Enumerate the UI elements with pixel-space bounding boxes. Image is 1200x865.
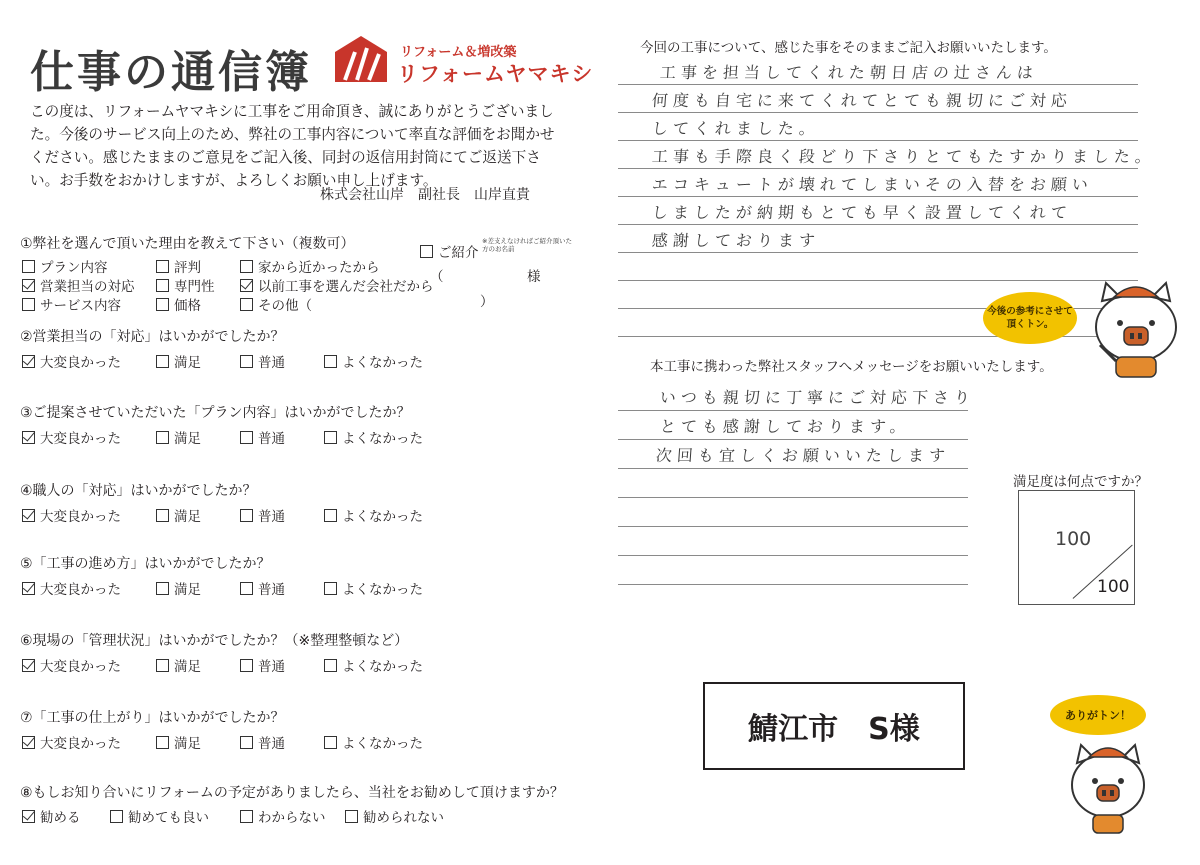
checkbox[interactable]	[324, 736, 337, 749]
reason-option[interactable]	[22, 275, 135, 295]
recommend-option[interactable]	[240, 806, 326, 826]
referral-paren-open: （	[430, 269, 444, 285]
option-label: よくなかった	[342, 659, 423, 675]
question-8: ⑧もしお知り合いにリフォームの予定がありましたら、当社をお勧めして頂けますか？	[20, 785, 564, 801]
option-label: 普通	[258, 582, 285, 598]
option-label: よくなかった	[342, 582, 423, 598]
checkbox[interactable]	[156, 260, 169, 273]
checkbox[interactable]	[324, 355, 337, 368]
checkbox[interactable]	[240, 431, 253, 444]
rating-option[interactable]	[156, 505, 201, 525]
referral-honorific: 様	[527, 269, 541, 285]
checkbox-checked[interactable]	[22, 431, 35, 444]
handwritten-message-line: とても感謝しております。	[659, 417, 912, 436]
checkbox[interactable]	[156, 298, 169, 311]
option-label: 満足	[174, 431, 201, 447]
pig-mascot-thanks-icon	[1063, 735, 1153, 835]
reason-option[interactable]	[156, 275, 215, 295]
reason-option[interactable]	[156, 256, 201, 276]
checkbox[interactable]	[22, 298, 35, 311]
option-label: 大変良かった	[40, 736, 121, 752]
checkbox-checked[interactable]	[22, 279, 35, 292]
rating-option[interactable]	[240, 505, 285, 525]
checkbox[interactable]	[156, 659, 169, 672]
option-label: 営業担当の対応	[40, 279, 135, 295]
mascot-speech-bubble-top: 今後の参考にさせて頂くトン。	[983, 292, 1077, 344]
checkbox[interactable]	[110, 810, 123, 823]
rating-option[interactable]	[22, 578, 121, 598]
ruled-line	[618, 584, 968, 585]
rating-option[interactable]	[22, 427, 121, 447]
rating-option[interactable]	[22, 505, 121, 525]
rating-option[interactable]	[240, 655, 285, 675]
checkbox-checked[interactable]	[240, 279, 253, 292]
ruled-line	[618, 140, 1138, 141]
option-label: 満足	[174, 355, 201, 371]
rating-option[interactable]	[22, 732, 121, 752]
handwritten-message-line: いつも親切に丁寧にご対応下さり	[659, 388, 976, 407]
rating-option[interactable]	[240, 578, 285, 598]
checkbox-checked[interactable]	[22, 810, 35, 823]
checkbox[interactable]	[240, 509, 253, 522]
reason-option[interactable]	[156, 294, 201, 314]
handwritten-comment-line: 工事を担当してくれた朝日店の辻さんは	[659, 63, 1039, 82]
rating-option[interactable]	[324, 505, 423, 525]
handwritten-comment-line: 感謝しております	[651, 231, 821, 250]
page-title: 仕事の通信簿	[30, 47, 312, 98]
ruled-line	[618, 555, 968, 556]
handwritten-comment-line: 工事も手際良く段どり下さりとてもたすかりました。	[651, 147, 1157, 166]
checkbox[interactable]	[240, 355, 253, 368]
option-label: 満足	[174, 509, 201, 525]
satisfaction-score: 100	[1055, 528, 1092, 550]
recommend-option[interactable]	[345, 806, 444, 826]
referral-label: ご紹介	[438, 245, 479, 261]
checkbox-checked[interactable]	[22, 582, 35, 595]
staff-message-heading: 本工事に携わった弊社スタッフへメッセージをお願いいたします。	[650, 359, 1053, 375]
rating-option[interactable]	[156, 732, 201, 752]
option-label: 勧める	[40, 810, 81, 826]
checkbox[interactable]	[324, 431, 337, 444]
option-label: 大変良かった	[40, 582, 121, 598]
option-label: 家から近かったから	[258, 260, 380, 276]
pig-mascot-icon	[1080, 275, 1192, 380]
referral-option[interactable]	[420, 241, 479, 261]
rating-question: ⑤「工事の進め方」はいかがでしたか？	[20, 556, 271, 572]
ruled-line	[618, 84, 1138, 85]
option-label: 満足	[174, 582, 201, 598]
ruled-line	[618, 168, 1138, 169]
logo-subtitle: リフォーム＆増改築	[400, 45, 517, 60]
option-label: 普通	[258, 659, 285, 675]
option-label: プラン内容	[40, 260, 108, 276]
rating-question: ④職人の「対応」はいかがでしたか？	[20, 483, 257, 499]
ruled-line	[618, 196, 1138, 197]
rating-option[interactable]	[240, 427, 285, 447]
reason-option[interactable]	[240, 275, 434, 295]
option-label: 普通	[258, 736, 285, 752]
checkbox[interactable]	[156, 355, 169, 368]
handwritten-comment-line: 何度も自宅に来てくれてとても親切にご対応	[651, 91, 1073, 110]
option-label: 大変良かった	[40, 509, 121, 525]
option-label: 勧められない	[363, 810, 444, 826]
option-label: 大変良かった	[40, 659, 121, 675]
option-label: よくなかった	[342, 736, 423, 752]
checkbox-checked[interactable]	[22, 736, 35, 749]
reason-option[interactable]	[22, 256, 108, 276]
rating-option[interactable]	[240, 351, 285, 371]
checkbox[interactable]	[324, 509, 337, 522]
rating-option[interactable]	[324, 732, 423, 752]
mascot-speech-bubble-bottom: ありがトン！	[1050, 695, 1146, 735]
satisfaction-label: 満足度は何点ですか？	[1013, 474, 1148, 490]
satisfaction-max: 100	[1097, 577, 1130, 597]
rating-option[interactable]	[324, 351, 423, 371]
recommend-option[interactable]	[110, 806, 209, 826]
option-label: 普通	[258, 355, 285, 371]
referral-note: ※差支えなければご紹介頂いた方のお名前	[482, 237, 572, 253]
checkbox[interactable]	[240, 659, 253, 672]
checkbox[interactable]	[156, 279, 169, 292]
option-label: 以前工事を選んだ会社だから	[258, 279, 434, 295]
ruled-line	[618, 112, 1138, 113]
option-label: 普通	[258, 431, 285, 447]
checkbox[interactable]	[420, 245, 433, 258]
option-label: 普通	[258, 509, 285, 525]
rating-option[interactable]	[324, 427, 423, 447]
ruled-line	[618, 224, 1138, 225]
checkbox-checked[interactable]	[22, 659, 35, 672]
rating-option[interactable]	[22, 655, 121, 675]
option-label: よくなかった	[342, 509, 423, 525]
rating-option[interactable]	[22, 351, 121, 371]
ruled-line	[618, 468, 968, 469]
handwritten-message-line: 次回も宜しくお願いいたします	[655, 446, 951, 465]
question-1: ①弊社を選んで頂いた理由を教えて下さい（複数可）	[20, 236, 355, 252]
handwritten-comment-line: しましたが納期もとても早く設置してくれて	[651, 203, 1073, 222]
ruled-line	[618, 497, 968, 498]
rating-question: ⑥現場の「管理状況」はいかがでしたか？（※整理整頓など）	[20, 633, 409, 649]
checkbox[interactable]	[156, 582, 169, 595]
ruled-line	[618, 410, 968, 411]
checkbox[interactable]	[345, 810, 358, 823]
option-label: 勧めても良い	[128, 810, 209, 826]
option-label: 価格	[174, 298, 201, 314]
ruled-line	[618, 280, 1138, 281]
rating-option[interactable]	[156, 655, 201, 675]
option-label: 満足	[174, 659, 201, 675]
ruled-line	[618, 526, 968, 527]
checkbox[interactable]	[324, 659, 337, 672]
handwritten-comment-line: エコキュートが壊れてしまいその入替をお願い	[651, 175, 1094, 194]
rating-question: ②営業担当の「対応」はいかがでしたか？	[20, 329, 285, 345]
option-label: その他（	[258, 298, 312, 314]
other-paren-close: ）	[480, 294, 494, 310]
option-label: 専門性	[174, 279, 215, 295]
checkbox[interactable]	[22, 260, 35, 273]
checkbox[interactable]	[240, 260, 253, 273]
rating-option[interactable]	[324, 655, 423, 675]
checkbox[interactable]	[324, 582, 337, 595]
recommend-option[interactable]	[22, 806, 81, 826]
checkbox[interactable]	[156, 431, 169, 444]
ruled-line	[618, 252, 1138, 253]
option-label: 評判	[174, 260, 201, 276]
rating-option[interactable]	[156, 351, 201, 371]
checkbox[interactable]	[156, 736, 169, 749]
intro-text: この度は、リフォームヤマキシに工事をご用命頂き、誠にありがとうございました。今後のサービス向上のため、弊社の工事内容について率直な評価をお聞かせください。感じたままのご意見をご記入後、同封の返信用封筒にてご返送下さい。お手数をおかけしますが、よろしくお願い申し上げます。	[30, 103, 555, 189]
rating-question: ③ご提案させていただいた「プラン内容」はいかがでしたか？	[20, 405, 411, 421]
option-label: 満足	[174, 736, 201, 752]
checkbox[interactable]	[240, 298, 253, 311]
option-label: 大変良かった	[40, 431, 121, 447]
checkbox[interactable]	[240, 582, 253, 595]
rating-option[interactable]	[240, 732, 285, 752]
option-label: わからない	[258, 810, 326, 826]
rating-question: ⑦「工事の仕上がり」はいかがでしたか？	[20, 710, 285, 726]
customer-name: 鯖江市 S様	[703, 682, 965, 770]
rating-option[interactable]	[156, 427, 201, 447]
checkbox[interactable]	[240, 736, 253, 749]
option-label: 大変良かった	[40, 355, 121, 371]
checkbox-checked[interactable]	[22, 509, 35, 522]
checkbox[interactable]	[156, 509, 169, 522]
reason-option[interactable]	[240, 256, 380, 276]
option-label: よくなかった	[342, 355, 423, 371]
option-label: サービス内容	[40, 298, 121, 314]
option-label: よくなかった	[342, 431, 423, 447]
signature: 株式会社山岸 副社長 山岸直貴	[320, 187, 530, 203]
reason-option[interactable]	[22, 294, 121, 314]
rating-option[interactable]	[156, 578, 201, 598]
logo-name: リフォームヤマキシ	[397, 62, 594, 86]
rating-option[interactable]	[324, 578, 423, 598]
checkbox-checked[interactable]	[22, 355, 35, 368]
handwritten-comment-line: してくれました。	[651, 119, 821, 138]
ruled-line	[618, 439, 968, 440]
comments-heading: 今回の工事について、感じた事をそのままご記入お願いいたします。	[640, 40, 1057, 56]
checkbox[interactable]	[240, 810, 253, 823]
reason-option[interactable]	[240, 294, 312, 314]
company-logo-icon	[333, 34, 389, 84]
